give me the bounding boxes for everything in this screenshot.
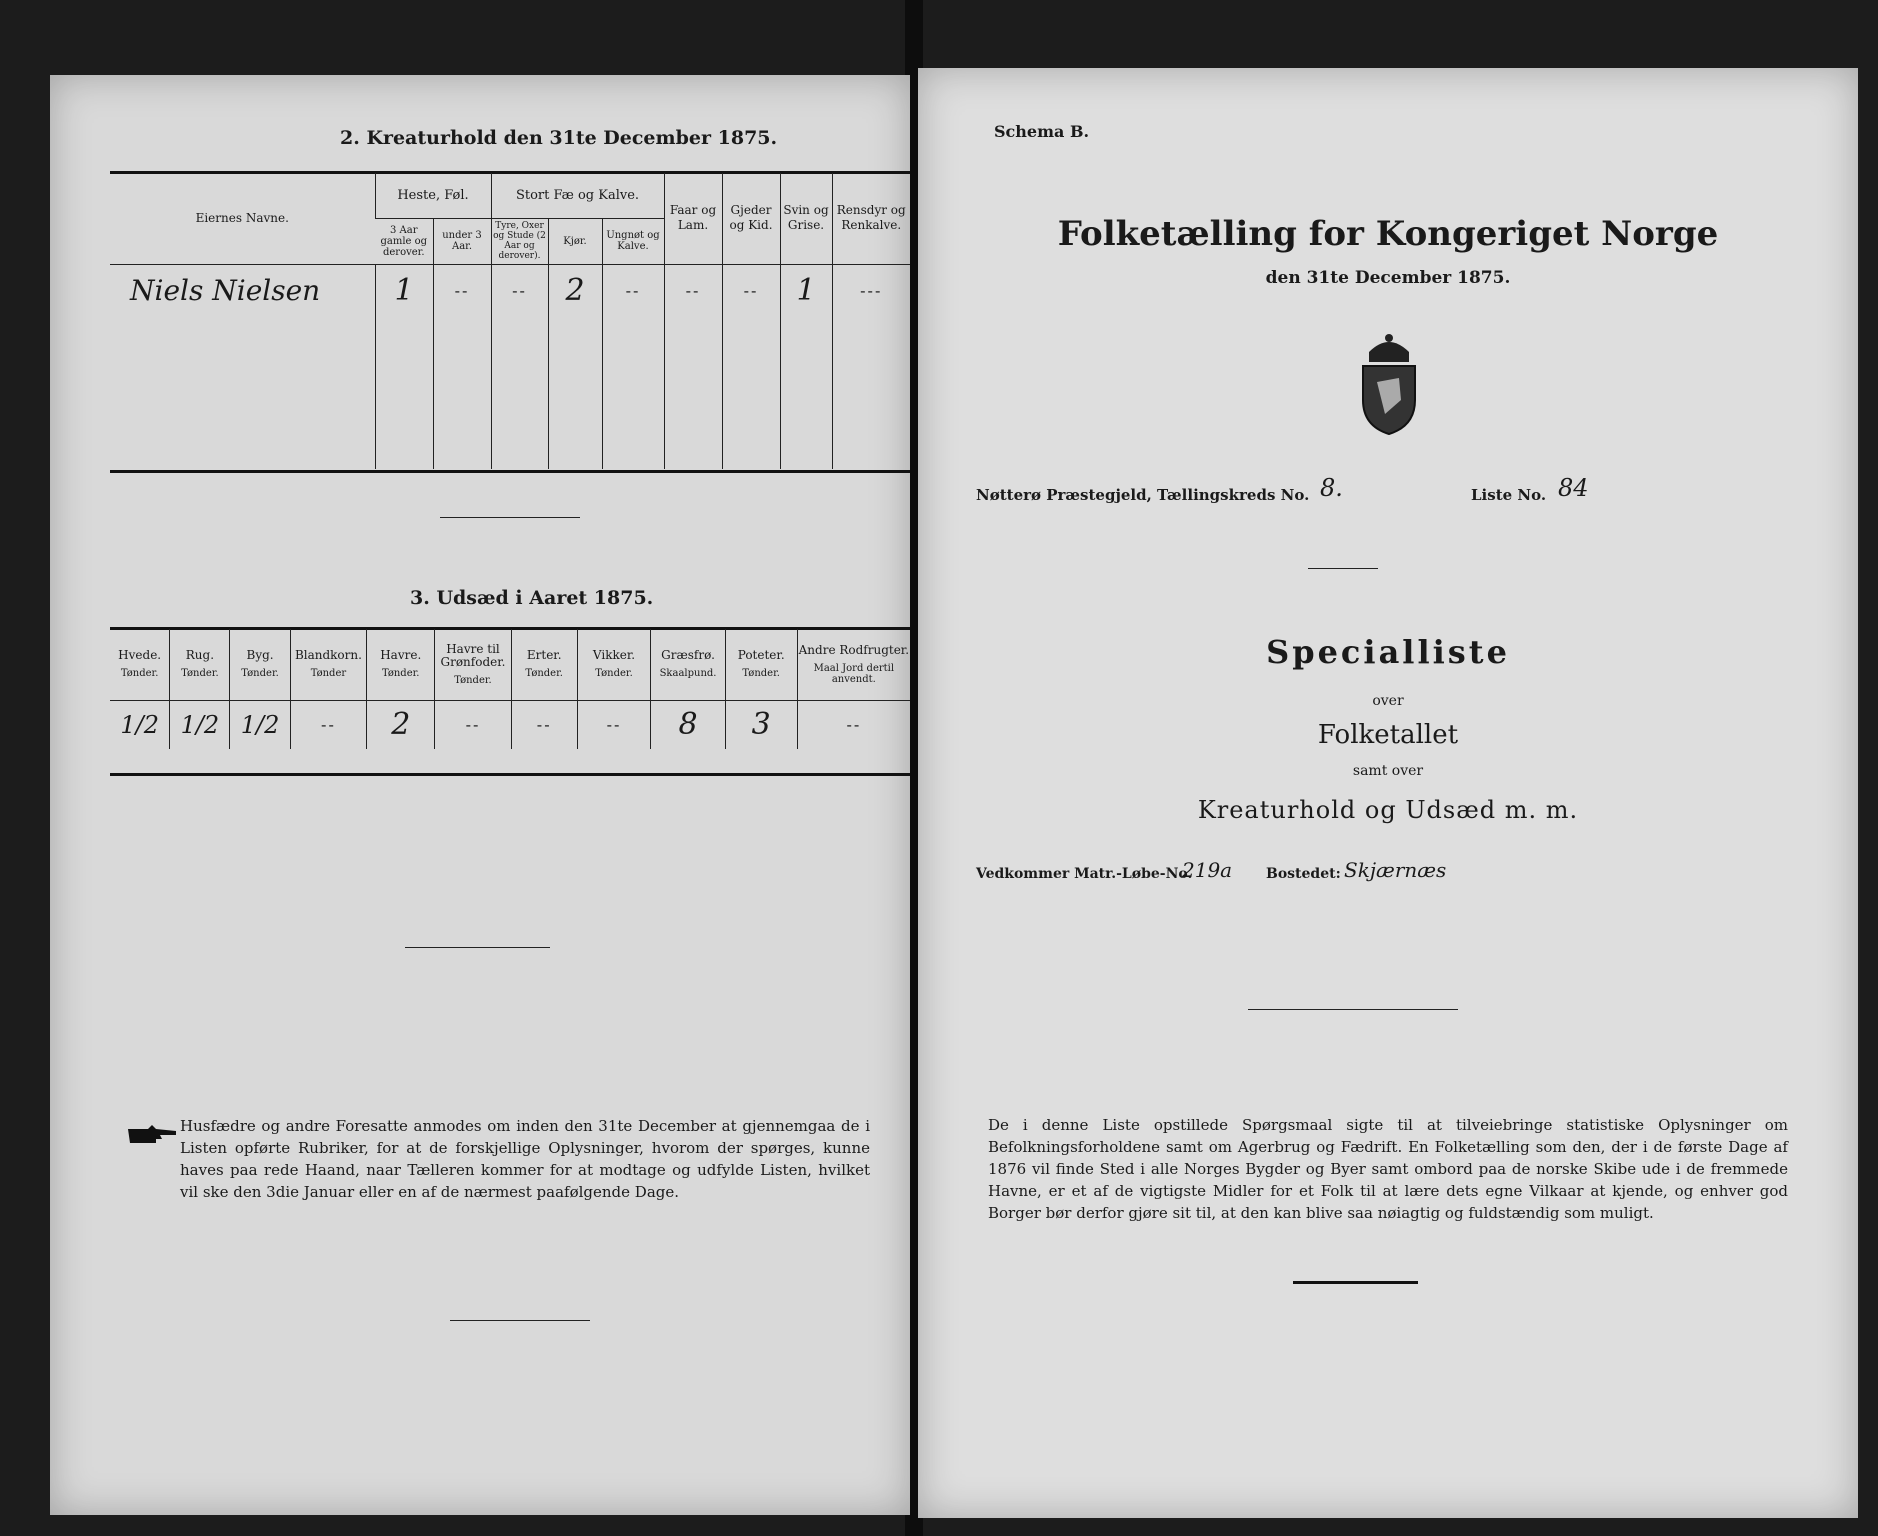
list-number: 84 [1558, 474, 1589, 502]
matr-number: 219a [1182, 858, 1233, 882]
header-horses-a: 3 Aar gamle og derover. [380, 224, 428, 258]
seed-value: 1/2 [230, 700, 290, 749]
seed-header-unit: Tønder. [381, 668, 420, 680]
seed-header-name: Græsfrø. [661, 648, 715, 663]
value-goats: -- [722, 264, 780, 316]
notice-text: Husfædre og andre Foresatte anmodes om inden den 31te December at gjennemgaa de i Listen opførte Rubriker, for at de forskjellige Oplysninger, hvorom der spørges, kunne haves paa rede Haand, naar Tælleren kommer for at modtage og udfylde Listen, hvilket vil ske den 3die Januar eller en af de nærmest paafølgende Dage. [180, 1117, 870, 1201]
value-cattle-c: -- [602, 264, 664, 316]
right-page [918, 68, 1858, 1518]
divider-3 [450, 1320, 590, 1321]
seed-header-cell [230, 629, 290, 700]
seed-header-name: Byg. [246, 648, 274, 663]
seed-header-name: Poteter. [737, 648, 785, 663]
seed-header-unit: Tønder. [742, 668, 780, 680]
district-number: 8. [1320, 474, 1343, 502]
seed-value: -- [577, 700, 651, 749]
value-horses-a: 1 [375, 264, 433, 316]
seed-value: -- [511, 700, 577, 749]
seed-header-cell [110, 629, 170, 700]
divider-r1 [1308, 568, 1378, 569]
bostedet-value: Skjærnæs [1344, 858, 1447, 882]
intro-paragraph: De i denne Liste opstillede Spørgsmaal sigte til at tilveiebringe statistiske Oplysninger om Befolkningsforholdene samt om Agerbrug og Fædrift. En Folketælling som den, der i de første Dage af 1876 vil finde Sted i alle Norges Bygder og Byer samt ombord paa de norske Skibe ude i de fremmede Havne, er et af de vigtigste Midler for et Folk til at lære dets egne Vilkaar at kjende, og enhver god Borger bør derfor gjøre sit til, at den kan blive saa nøiagtig og fuldstændig som muligt. [988, 1116, 1788, 1222]
seed-value: 8 [651, 700, 725, 749]
divider-r2 [1248, 1009, 1458, 1010]
seed-header-cell [511, 629, 577, 700]
seed-header-name: Vikker. [592, 648, 636, 663]
header-goats: Gjeder og Kid. [722, 173, 780, 264]
left-page [50, 75, 910, 1515]
list-label: Liste No. [1471, 486, 1547, 504]
seed-header-cell [651, 629, 725, 700]
seed-header-cell [797, 629, 910, 700]
header-cattle-a: Tyre, Oxer og Stude (2 Aar og derover). [491, 218, 548, 264]
header-horses-b: under 3 Aar. [433, 218, 491, 264]
special-title: Specialliste [1266, 633, 1510, 671]
header-horses: Heste, Føl. [375, 173, 491, 218]
header-owner: Eiernes Navne. [195, 211, 289, 226]
seed-header-unit: Tønder. [241, 668, 279, 680]
divider-r3 [1293, 1281, 1418, 1284]
section3-title: 3. Udsæd i Aaret 1875. [410, 587, 654, 609]
seed-header-name: Erter. [526, 648, 562, 663]
schema-label: Schema B. [994, 122, 1090, 141]
seed-header-name: Blandkorn. [294, 648, 362, 663]
seed-header-name: Hvede. [118, 648, 162, 663]
seed-header-cell [367, 629, 435, 700]
value-reindeer: --- [832, 264, 910, 316]
seed-header-cell [435, 629, 512, 700]
seed-header-name: Andre Rodfrugter. [798, 642, 910, 657]
value-horses-b: -- [433, 264, 491, 316]
seed-table-bottom-rule [110, 773, 910, 776]
seed-header-name: Rug. [185, 648, 215, 663]
header-reindeer: Rensdyr og Renkalve. [832, 173, 910, 264]
seed-table [110, 629, 910, 749]
seed-header-unit: Tønder. [525, 668, 563, 680]
seed-header-name: Havre til Grønfoder. [440, 641, 506, 669]
divider-1 [440, 517, 580, 518]
divider-2 [405, 947, 550, 948]
kreaturhold-text: Kreaturhold og Udsæd m. m. [1197, 796, 1579, 824]
seed-value: -- [290, 700, 367, 749]
header-pigs: Svin og Grise. [780, 173, 832, 264]
samt-over-text: samt over [1352, 763, 1424, 779]
seed-header-unit: Tønder. [454, 674, 492, 686]
matr-label: Vedkommer Matr.-Løbe-No. [976, 866, 1193, 882]
seed-header-cell [725, 629, 797, 700]
table-bottom-rule [110, 470, 910, 473]
district-label: Nøtterø Præstegjeld, Tællingskreds No. [976, 486, 1310, 504]
seed-header-unit: Tønder. [595, 668, 633, 680]
seed-header-name: Havre. [380, 648, 422, 663]
seed-value: 1/2 [170, 700, 230, 749]
folketallet-text: Folketallet [1317, 720, 1459, 750]
seed-header-cell [170, 629, 230, 700]
header-cattle: Stort Fæ og Kalve. [491, 173, 664, 218]
value-cattle-a: -- [491, 264, 548, 316]
header-cattle-b: Kjør. [548, 218, 602, 264]
header-cattle-c: Ungnøt og Kalve. [602, 218, 664, 264]
seed-value: 3 [725, 700, 797, 749]
census-date: den 31te December 1875. [1265, 268, 1511, 288]
bostedet-label: Bostedet: [1266, 866, 1341, 882]
value-pigs: 1 [780, 264, 832, 316]
section2-title: 2. Kreaturhold den 31te December 1875. [340, 127, 778, 149]
seed-header-unit: Maal Jord dertil anvendt. [813, 662, 895, 685]
value-cattle-b: 2 [548, 264, 602, 316]
seed-header-cell [577, 629, 651, 700]
seed-header-unit: Tønder. [181, 668, 219, 680]
over-text: over [1372, 693, 1404, 709]
seed-value: -- [797, 700, 910, 749]
pointing-hand-icon [126, 1123, 178, 1147]
livestock-table [110, 173, 910, 469]
seed-value: 1/2 [120, 710, 159, 739]
seed-header-unit: Tønder. [120, 668, 159, 680]
seed-header-unit: Skaalpund. [659, 668, 717, 680]
owner-name: Niels Nielsen [110, 264, 375, 316]
header-sheep: Faar og Lam. [664, 173, 722, 264]
seed-header-cell [290, 629, 367, 700]
value-sheep: -- [664, 264, 722, 316]
coat-of-arms-icon [1355, 330, 1423, 436]
seed-value: -- [435, 700, 512, 749]
main-title: Folketælling for Kongeriget Norge [1057, 214, 1719, 254]
seed-value: 2 [367, 700, 435, 749]
seed-header-unit: Tønder [310, 668, 347, 680]
